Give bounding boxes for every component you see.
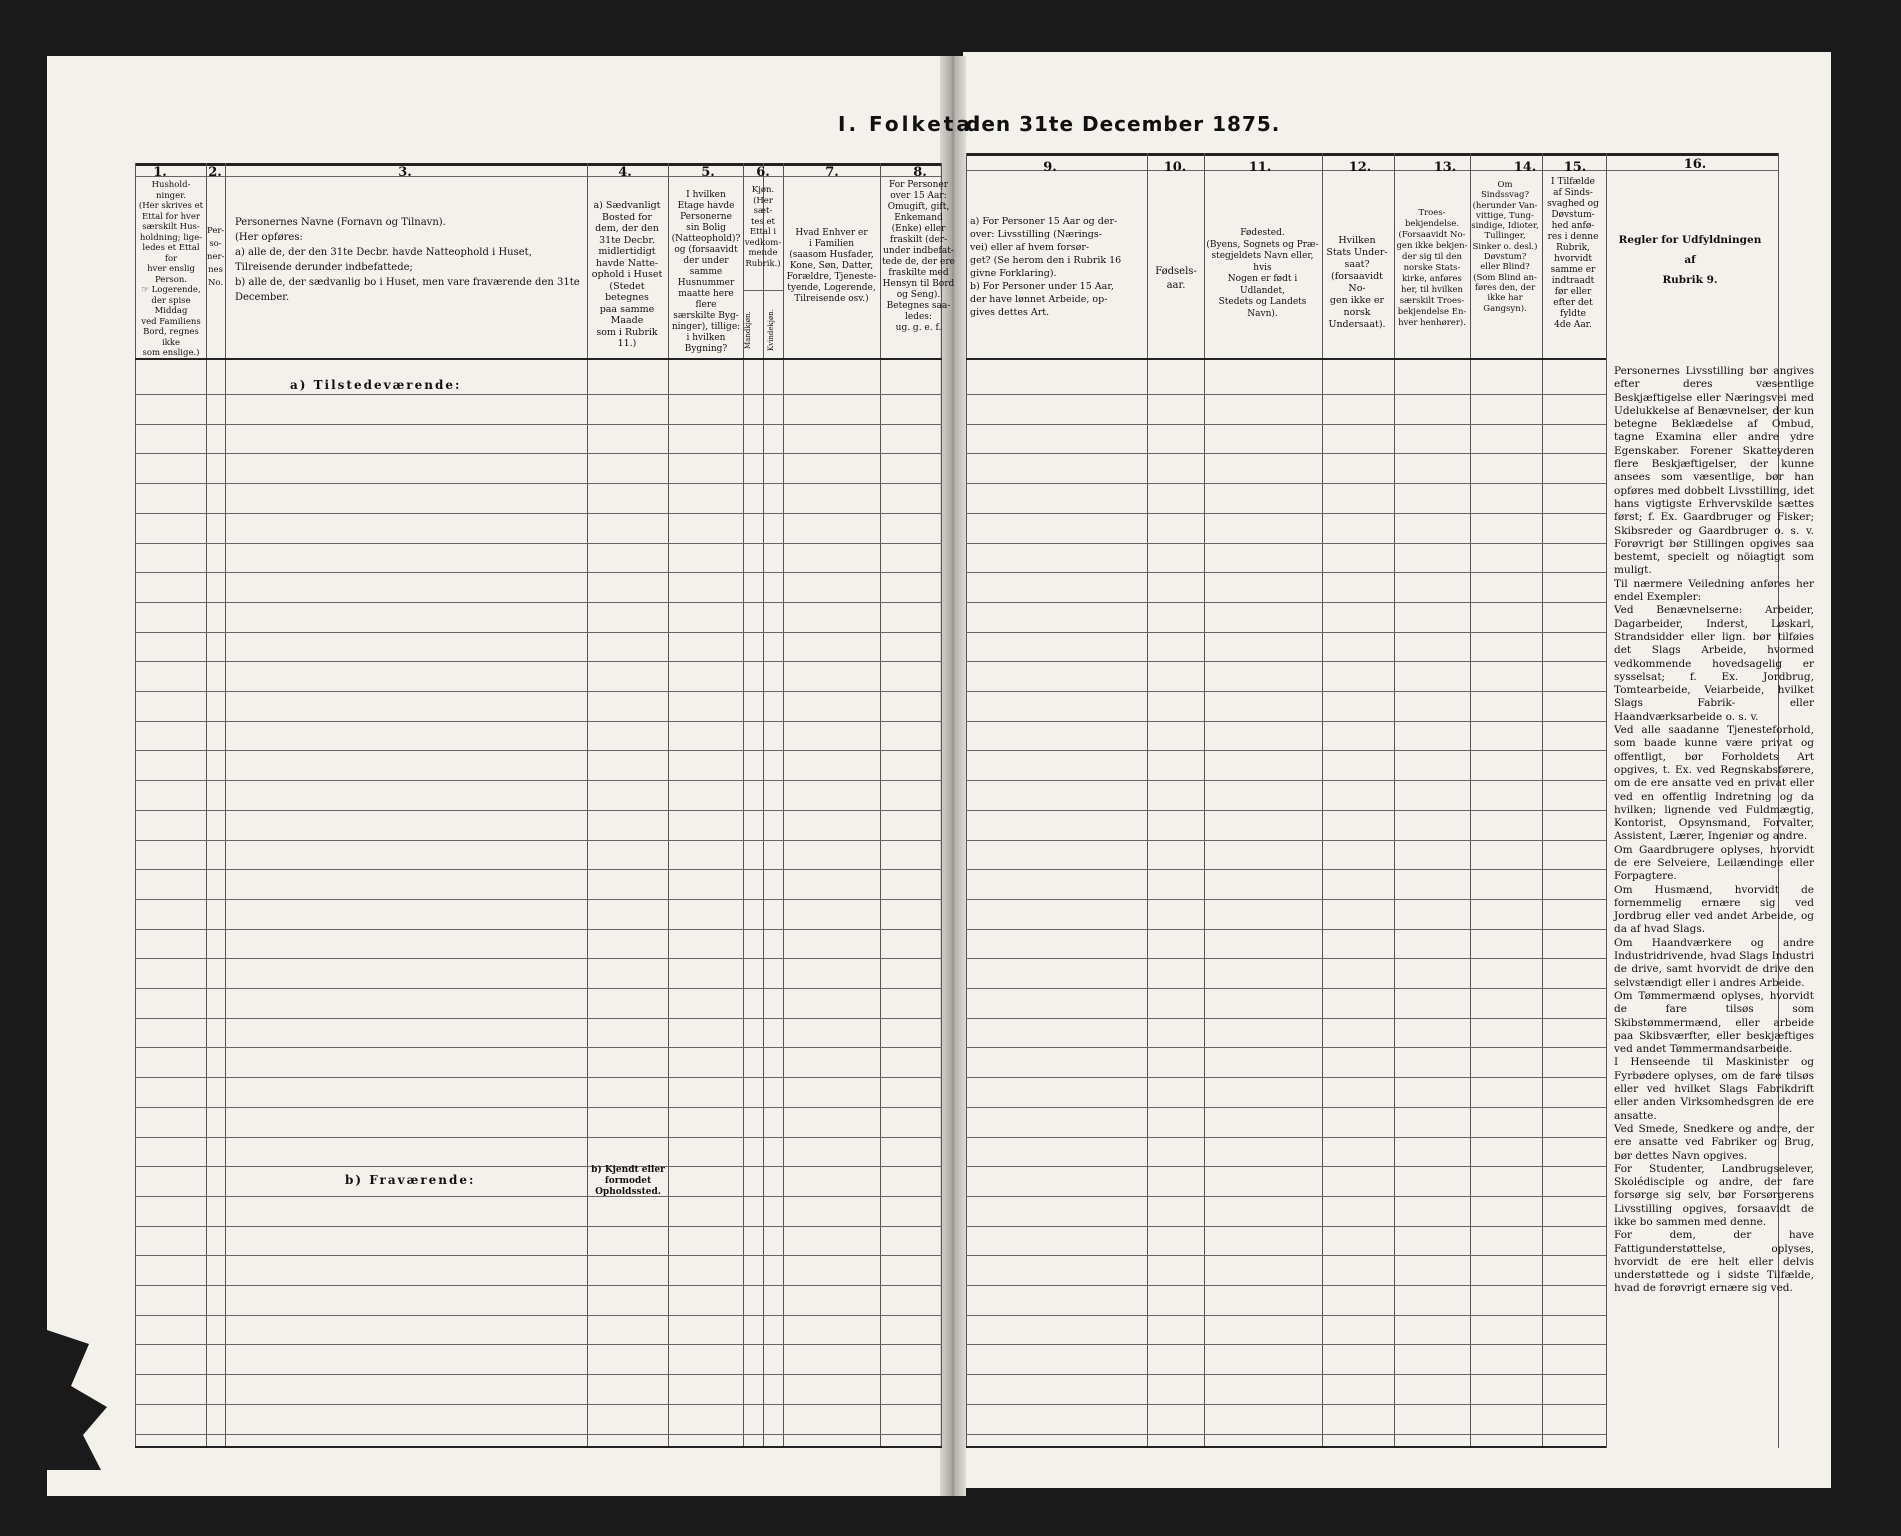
column-divider	[966, 153, 967, 1448]
row-rule	[966, 513, 1606, 514]
colnum-14: 14.	[1513, 160, 1537, 175]
row-rule	[966, 1077, 1606, 1078]
colnum-6: 6.	[756, 165, 770, 180]
column-divider	[1147, 153, 1148, 1448]
heading-col-11: Fødested. (Byens, Sognets og Præ- stegjeldets Navn eller, hvis Nogen er født i Udlandet, Stedets og Landets Navn).	[1206, 228, 1319, 319]
colnum-16: 16.	[1683, 157, 1707, 172]
row-rule	[135, 721, 942, 722]
row-rule	[135, 1226, 942, 1227]
row-rule	[966, 869, 1606, 870]
colnum-2: 2.	[208, 165, 222, 180]
row-rule	[966, 632, 1606, 633]
colnum-13: 13.	[1433, 160, 1457, 175]
table-bottom-rule-right	[966, 1446, 1606, 1448]
row-rule	[966, 1404, 1606, 1405]
row-rule	[966, 691, 1606, 692]
row-rule	[966, 899, 1606, 900]
header-bottom-rule-left	[135, 358, 942, 360]
row-rule	[135, 1196, 942, 1197]
column-divider	[1204, 153, 1205, 1448]
colnum-8: 8.	[913, 165, 927, 180]
row-rule	[966, 543, 1606, 544]
rubrik-16-instructions: Personernes Livsstilling bør angives efter deres væsentlige Beskjæftigelse eller Næringsvei med Udelukkelse af Benævnelser, der kun betegne Beklædelse af Ombud, tagne Examina eller andre ydre Egenskaber. Forener Skatteyderen flere Beskjæftigelser, der kunne ansees som væsentlige, bør han opføres med dobbelt Livsstilling, idet hans vigtigste Erhvervskilde sættes først; f. Ex. Gaardbruger og Fisker; Skibsreder og Gaardbruger o. s. v. Forøvrigt bør Stillingen opgives saa bestemt, specielt og nöiagtigt som muligt. Til nærmere Veiledning anføres her endel Exempler: Ved Benævnelserne: Arbeider, Dagarbeider, Inderst, Løskarl, Strandsidder eller lign. bør tilføies det Slags Arbeide, hvormed vedkommende hovedsagelig er sysselsat; f. Ex. Jordbrug, Tomtearbeide, Veiarbeide, hvilket Slags Fabrik- eller Haandværksarbeide o. s. v. Ved alle saadanne Tjenesteforhold, som baade kunne være privat og offentligt, bør Forholdets Art opgives, t. Ex. ved Regnskabsførere, om de ere ansatte ved en privat eller ved en offentlig Indretning og da hvilken; lignende ved Fuldmægtig, Kontorist, Opsynsmand, Forvalter, Assistent, Lærer, Ingeniør og andre. Om Gaardbrugere oplyses, hvorvidt de ere Selveiere, Leilændinge eller Forpagtere. Om Husmænd, hvorvidt de fornemmelig ernære sig ved Jordbrug eller ved andet Arbeide, og da af hvad Slags. Om Haandværkere og andre Industridrivende, hvad Slags Industri de drive, samt hvorvidt de drive den selvstændigt eller i andres Arbeide. Om Tømmermænd oplyses, hvorvidt de fare tilsøs som Skibstømmermænd, eller arbeide paa Skibsværfter, eller beskjæftiges ved andet Tømmermandsarbeide. I Henseende til Maskinister og Fyrbødere oplyses, om de fare tilsøs eller ved hvilket Slags Fabrikdrift eller anden Virksomhedsgren de ere ansatte. Ved Smede, Snedkere og andre, der ere ansatte ved Fabriker og Brug, bør dettes Navn opgives. For Studenter, Landbrugselever, Skolédisciple og andre, der fare forsørge sig selv, bør Forsørgerens Livsstilling opgives, forsaavidt de ikke bo sammen med denne. For dem, der have Fattigunderstøttelse, oplyses, hvorvidt de ere helt eller delvis understøttede og i sidste Tilfælde, hvad de forøvrigt ernære sig ved.	[1614, 365, 1814, 1295]
colnum-9: 9.	[1043, 160, 1057, 175]
row-rule	[966, 780, 1606, 781]
row-rule	[135, 1107, 942, 1108]
row-rule	[966, 572, 1606, 573]
row-rule	[135, 513, 942, 514]
row-rule	[135, 1434, 942, 1435]
row-rule	[135, 1374, 942, 1375]
heading-col-15: I Tilfælde af Sinds- svaghed og Døvstum- hed anfø- res i denne Rubrik, hvorvidt samme er indtraadt før eller efter det fyldte 4de Aar.	[1547, 177, 1599, 330]
header-bottom-rule-right	[966, 358, 1606, 360]
header-top-rule-right	[966, 153, 1778, 156]
row-rule	[135, 1285, 942, 1286]
table-bottom-rule-left	[135, 1446, 942, 1448]
row-rule	[135, 1047, 942, 1048]
row-rule	[966, 1018, 1606, 1019]
row-rule	[135, 899, 942, 900]
row-rule	[135, 780, 942, 781]
heading-col-8: For Personer over 15 Aar: Omugift, gift, Enkemand (Enke) eller fraskilt (der- under indbefat- tede de, der ere fraskilte med Hensyn til Bord og Seng). Betegnes saa- ledes: ug. g. e. f.	[882, 180, 955, 333]
heading-col-4: a) Sædvanligt Bosted for dem, der den 31te Decbr. midlertidigt havde Natte- ophold i Huset (Stedet betegnes paa samme Maade som i Rubrik 11.)	[591, 200, 663, 349]
row-rule	[135, 988, 942, 989]
colnum-12: 12.	[1348, 160, 1372, 175]
row-rule	[135, 929, 942, 930]
row-rule	[135, 1077, 942, 1078]
heading-col-5: I hvilken Etage havde Personerne sin Bolig (Natteophold)? og (forsaavidt der under samme Husnummer maatte here flere særskilte Byg- ninger), tillige: i hvilken Bygning?	[671, 190, 741, 354]
row-rule	[966, 1434, 1606, 1435]
colnum-1: 1.	[153, 165, 167, 180]
heading-col-2: Per- so- ner- nes No.	[207, 226, 225, 288]
row-rule	[966, 929, 1606, 930]
row-rule	[966, 483, 1606, 484]
row-rule	[966, 1196, 1606, 1197]
row-rule	[135, 453, 942, 454]
row-rule	[135, 1166, 942, 1167]
row-rule	[135, 840, 942, 841]
row-rule	[966, 988, 1606, 989]
row-rule	[135, 1255, 942, 1256]
colnum-10: 10.	[1163, 160, 1187, 175]
row-rule	[966, 453, 1606, 454]
column-divider	[1606, 153, 1607, 1448]
row-rule	[135, 1344, 942, 1345]
row-rule	[966, 1047, 1606, 1048]
heading-col-9: a) For Personer 15 Aar og der- over: Livsstilling (Nærings- vei) eller af hvem forsør- get? (Se herom den i Rubrik 16 givne Forklaring). b) For Personer under 15 Aar, der have lønnet Arbeide, op- gives dettes Art.	[970, 216, 1122, 318]
row-rule	[966, 958, 1606, 959]
column-divider	[1322, 153, 1323, 1448]
row-rule	[966, 1374, 1606, 1375]
row-rule	[135, 1404, 942, 1405]
row-rule	[135, 572, 942, 573]
heading-col-1: Hushold- ninger. (Her skrives et Ettal for hver særskilt Hus- holdning; lige- ledes et Ettal for hver enslig Person. ☞ Logerende, der spise Middag ved Familiens Bord, regnes ikke som enslige.)	[138, 180, 204, 358]
absent-col4-note: b) Kjendt eller formodet Opholdssted.	[591, 1165, 665, 1197]
row-rule	[966, 1285, 1606, 1286]
row-rule	[135, 810, 942, 811]
row-rule	[966, 1107, 1606, 1108]
heading-col-16: Regler for Udfyldningen af Rubrik 9.	[1618, 234, 1762, 286]
colnum-3: 3.	[398, 165, 412, 180]
row-rule	[966, 1137, 1606, 1138]
form-title-right: den 31te December 1875.	[966, 112, 1281, 136]
colnum-4: 4.	[618, 165, 632, 180]
heading-col-7: Hvad Enhver er i Familien (saasom Husfader, Kone, Søn, Datter, Forældre, Tjeneste- tyende, Logerende, Tilreisende osv.)	[786, 228, 877, 304]
row-rule	[966, 394, 1606, 395]
row-rule	[966, 1226, 1606, 1227]
colnum-5: 5.	[701, 165, 715, 180]
row-rule	[966, 721, 1606, 722]
heading-col-12: Hvilken Stats Under- saat? (forsaavidt No- gen ikke er norsk Undersaat).	[1326, 235, 1388, 330]
colnum-11: 11.	[1248, 160, 1272, 175]
row-rule	[966, 1315, 1606, 1316]
row-rule	[966, 1166, 1606, 1167]
row-rule	[135, 1315, 942, 1316]
row-rule	[966, 1255, 1606, 1256]
row-rule	[966, 840, 1606, 841]
row-rule	[966, 661, 1606, 662]
column-divider	[1394, 153, 1395, 1448]
row-rule	[966, 602, 1606, 603]
row-rule	[135, 602, 942, 603]
row-rule	[135, 1018, 942, 1019]
column-divider	[1470, 153, 1471, 1448]
row-rule	[135, 1137, 942, 1138]
row-rule	[135, 632, 942, 633]
section-present-label: a) Tilstedeværende:	[290, 378, 462, 392]
row-rule	[135, 661, 942, 662]
row-rule	[966, 424, 1606, 425]
row-rule	[135, 750, 942, 751]
heading-col-3: Personernes Navne (Fornavn og Tilnavn). (Her opføres: a) alle de, der den 31te Decbr. havde Natteophold i Huset, Tilreisende derunder indbefattede; b) alle de, der sædvanlig bo i Huset, men vare fraværende den 31te December.	[235, 217, 580, 303]
row-rule	[135, 483, 942, 484]
form-title-left: I. Folketal	[838, 112, 983, 136]
row-rule	[135, 958, 942, 959]
row-rule	[135, 394, 942, 395]
row-rule	[966, 810, 1606, 811]
heading-col-13: Troes- bekjendelse. (Forsaavidt No- gen ikke bekjen- der sig til den norske Stats- kirke, anføres her, til hvilken særskilt Troes- bekjendelse En- hver henhører).	[1396, 208, 1468, 328]
row-rule	[135, 424, 942, 425]
colnum-15: 15.	[1563, 160, 1587, 175]
colnum-7: 7.	[825, 165, 839, 180]
row-rule	[135, 691, 942, 692]
heading-col-6-male: Mandkjøn.	[744, 311, 752, 349]
heading-col-6: Kjøn. (Her sæt- tes et Ettal i vedkom- mende Rubrik.)	[744, 185, 782, 269]
section-absent-label: b) Fraværende:	[345, 1173, 476, 1187]
row-rule	[966, 1344, 1606, 1345]
col6-subheader-rule	[743, 290, 783, 291]
heading-col-14: Om Sindssvag? (herunder Van- vittige, Tung- sindige, Idioter, Tullinger, Sinker o. desl.) Døvstum? eller Blind? (Som Blind an- føres den, der ikke har Gangsyn).	[1471, 180, 1539, 314]
row-rule	[966, 750, 1606, 751]
column-divider	[1542, 153, 1543, 1448]
heading-col-6-female: Kvindekjøn.	[767, 309, 775, 351]
row-rule	[135, 869, 942, 870]
heading-col-10: Fødsels- aar.	[1155, 266, 1197, 291]
row-rule	[135, 543, 942, 544]
